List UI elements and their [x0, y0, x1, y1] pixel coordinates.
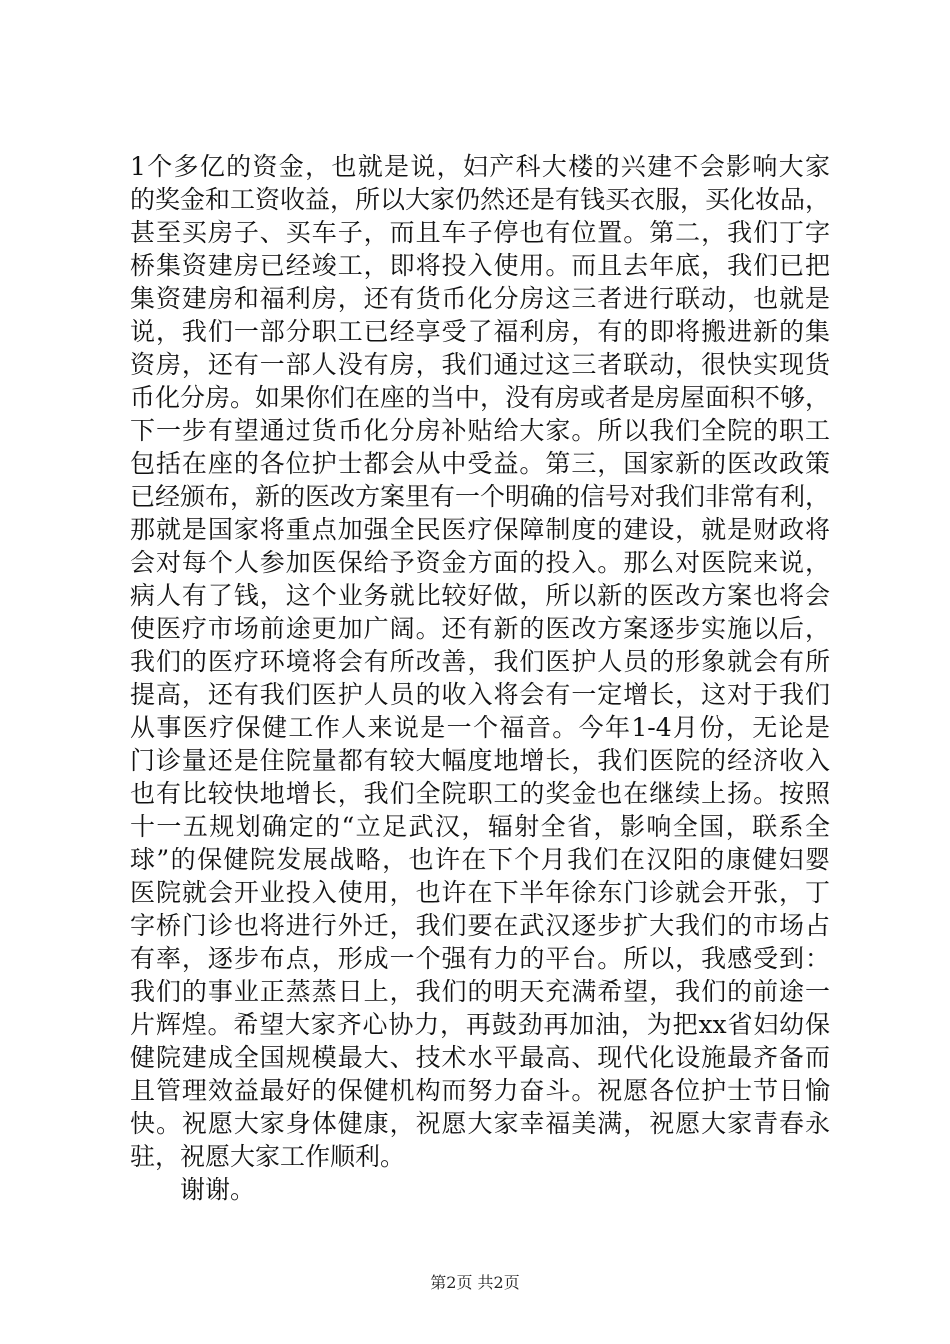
text-line: 包括在座的各位护士都会从中受益。第三，国家新的医改政策 [130, 449, 830, 478]
text-line: 有率，逐步布点，形成一个强有力的平台。所以，我感受到： [130, 944, 830, 973]
text-line: 桥集资建房已经竣工，即将投入使用。而且去年底，我们已把 [130, 251, 830, 280]
text-line: 的奖金和工资收益，所以大家仍然还是有钱买衣服，买化妆品， [130, 185, 831, 214]
text-line: 1个多亿的资金，也就是说，妇产科大楼的兴建不会影响大家 [130, 152, 830, 181]
text-line: 币化分房。如果你们在座的当中，没有房或者是房屋面积不够， [130, 383, 831, 412]
text-line: 也有比较快地增长，我们全院职工的奖金也在继续上扬。按照 [130, 779, 830, 808]
text-line: 十一五规划确定的“立足武汉，辐射全省，影响全国，联系全 [130, 812, 830, 841]
text-line: 集资建房和福利房，还有货币化分房这三者进行联动，也就是 [130, 284, 830, 313]
text-line: 且管理效益最好的保健机构而努力奋斗。祝愿各位护士节日愉 [130, 1076, 830, 1105]
text-line: 门诊量还是住院量都有较大幅度地增长，我们医院的经济收入 [130, 746, 830, 775]
text-line: 提高，还有我们医护人员的收入将会有一定增长，这对于我们 [130, 680, 830, 709]
text-line: 甚至买房子、买车子，而且车子停也有位置。第二，我们丁字 [130, 218, 830, 247]
text-line: 驻，祝愿大家工作顺利。 [130, 1142, 406, 1171]
text-line: 快。祝愿大家身体健康，祝愿大家幸福美满，祝愿大家青春永 [130, 1109, 830, 1138]
text-line: 球”的保健院发展战略，也许在下个月我们在汉阳的康健妇婴 [130, 845, 830, 874]
text-line: 片辉煌。希望大家齐心协力，再鼓劲再加油，为把xx省妇幼保 [130, 1010, 830, 1039]
page-footer: 第2页 共2页 [430, 1273, 520, 1292]
text-line: 医院就会开业投入使用，也许在下半年徐东门诊就会开张，丁 [130, 878, 830, 907]
text-line: 健院建成全国规模最大、技术水平最高、现代化设施最齐备而 [130, 1043, 830, 1072]
closing-remark: 谢谢。 [180, 1175, 256, 1204]
body-paragraph [130, 150, 830, 1206]
text-line: 资房，还有一部人没有房，我们通过这三者联动，很快实现货 [130, 350, 830, 379]
text-line: 使医疗市场前途更加广阔。还有新的医改方案逐步实施以后， [130, 614, 830, 643]
text-line: 已经颁布，新的医改方案里有一个明确的信号对我们非常有利， [130, 482, 831, 511]
text-line: 说，我们一部分职工已经享受了福利房，有的即将搬进新的集 [130, 317, 830, 346]
text-line: 那就是国家将重点加强全民医疗保障制度的建设，就是财政将 [130, 515, 830, 544]
text-line: 从事医疗保健工作人来说是一个福音。今年1-4月份，无论是 [130, 713, 830, 742]
text-line: 病人有了钱，这个业务就比较好做，所以新的医改方案也将会 [130, 581, 830, 610]
text-line: 我们的事业正蒸蒸日上，我们的明天充满希望，我们的前途一 [130, 977, 830, 1006]
text-line: 字桥门诊也将进行外迁，我们要在武汉逐步扩大我们的市场占 [130, 911, 830, 940]
text-line: 我们的医疗环境将会有所改善，我们医护人员的形象就会有所 [130, 647, 830, 676]
text-line: 会对每个人参加医保给予资金方面的投入。那么对医院来说， [130, 548, 830, 577]
text-line: 下一步有望通过货币化分房补贴给大家。所以我们全院的职工 [130, 416, 830, 445]
